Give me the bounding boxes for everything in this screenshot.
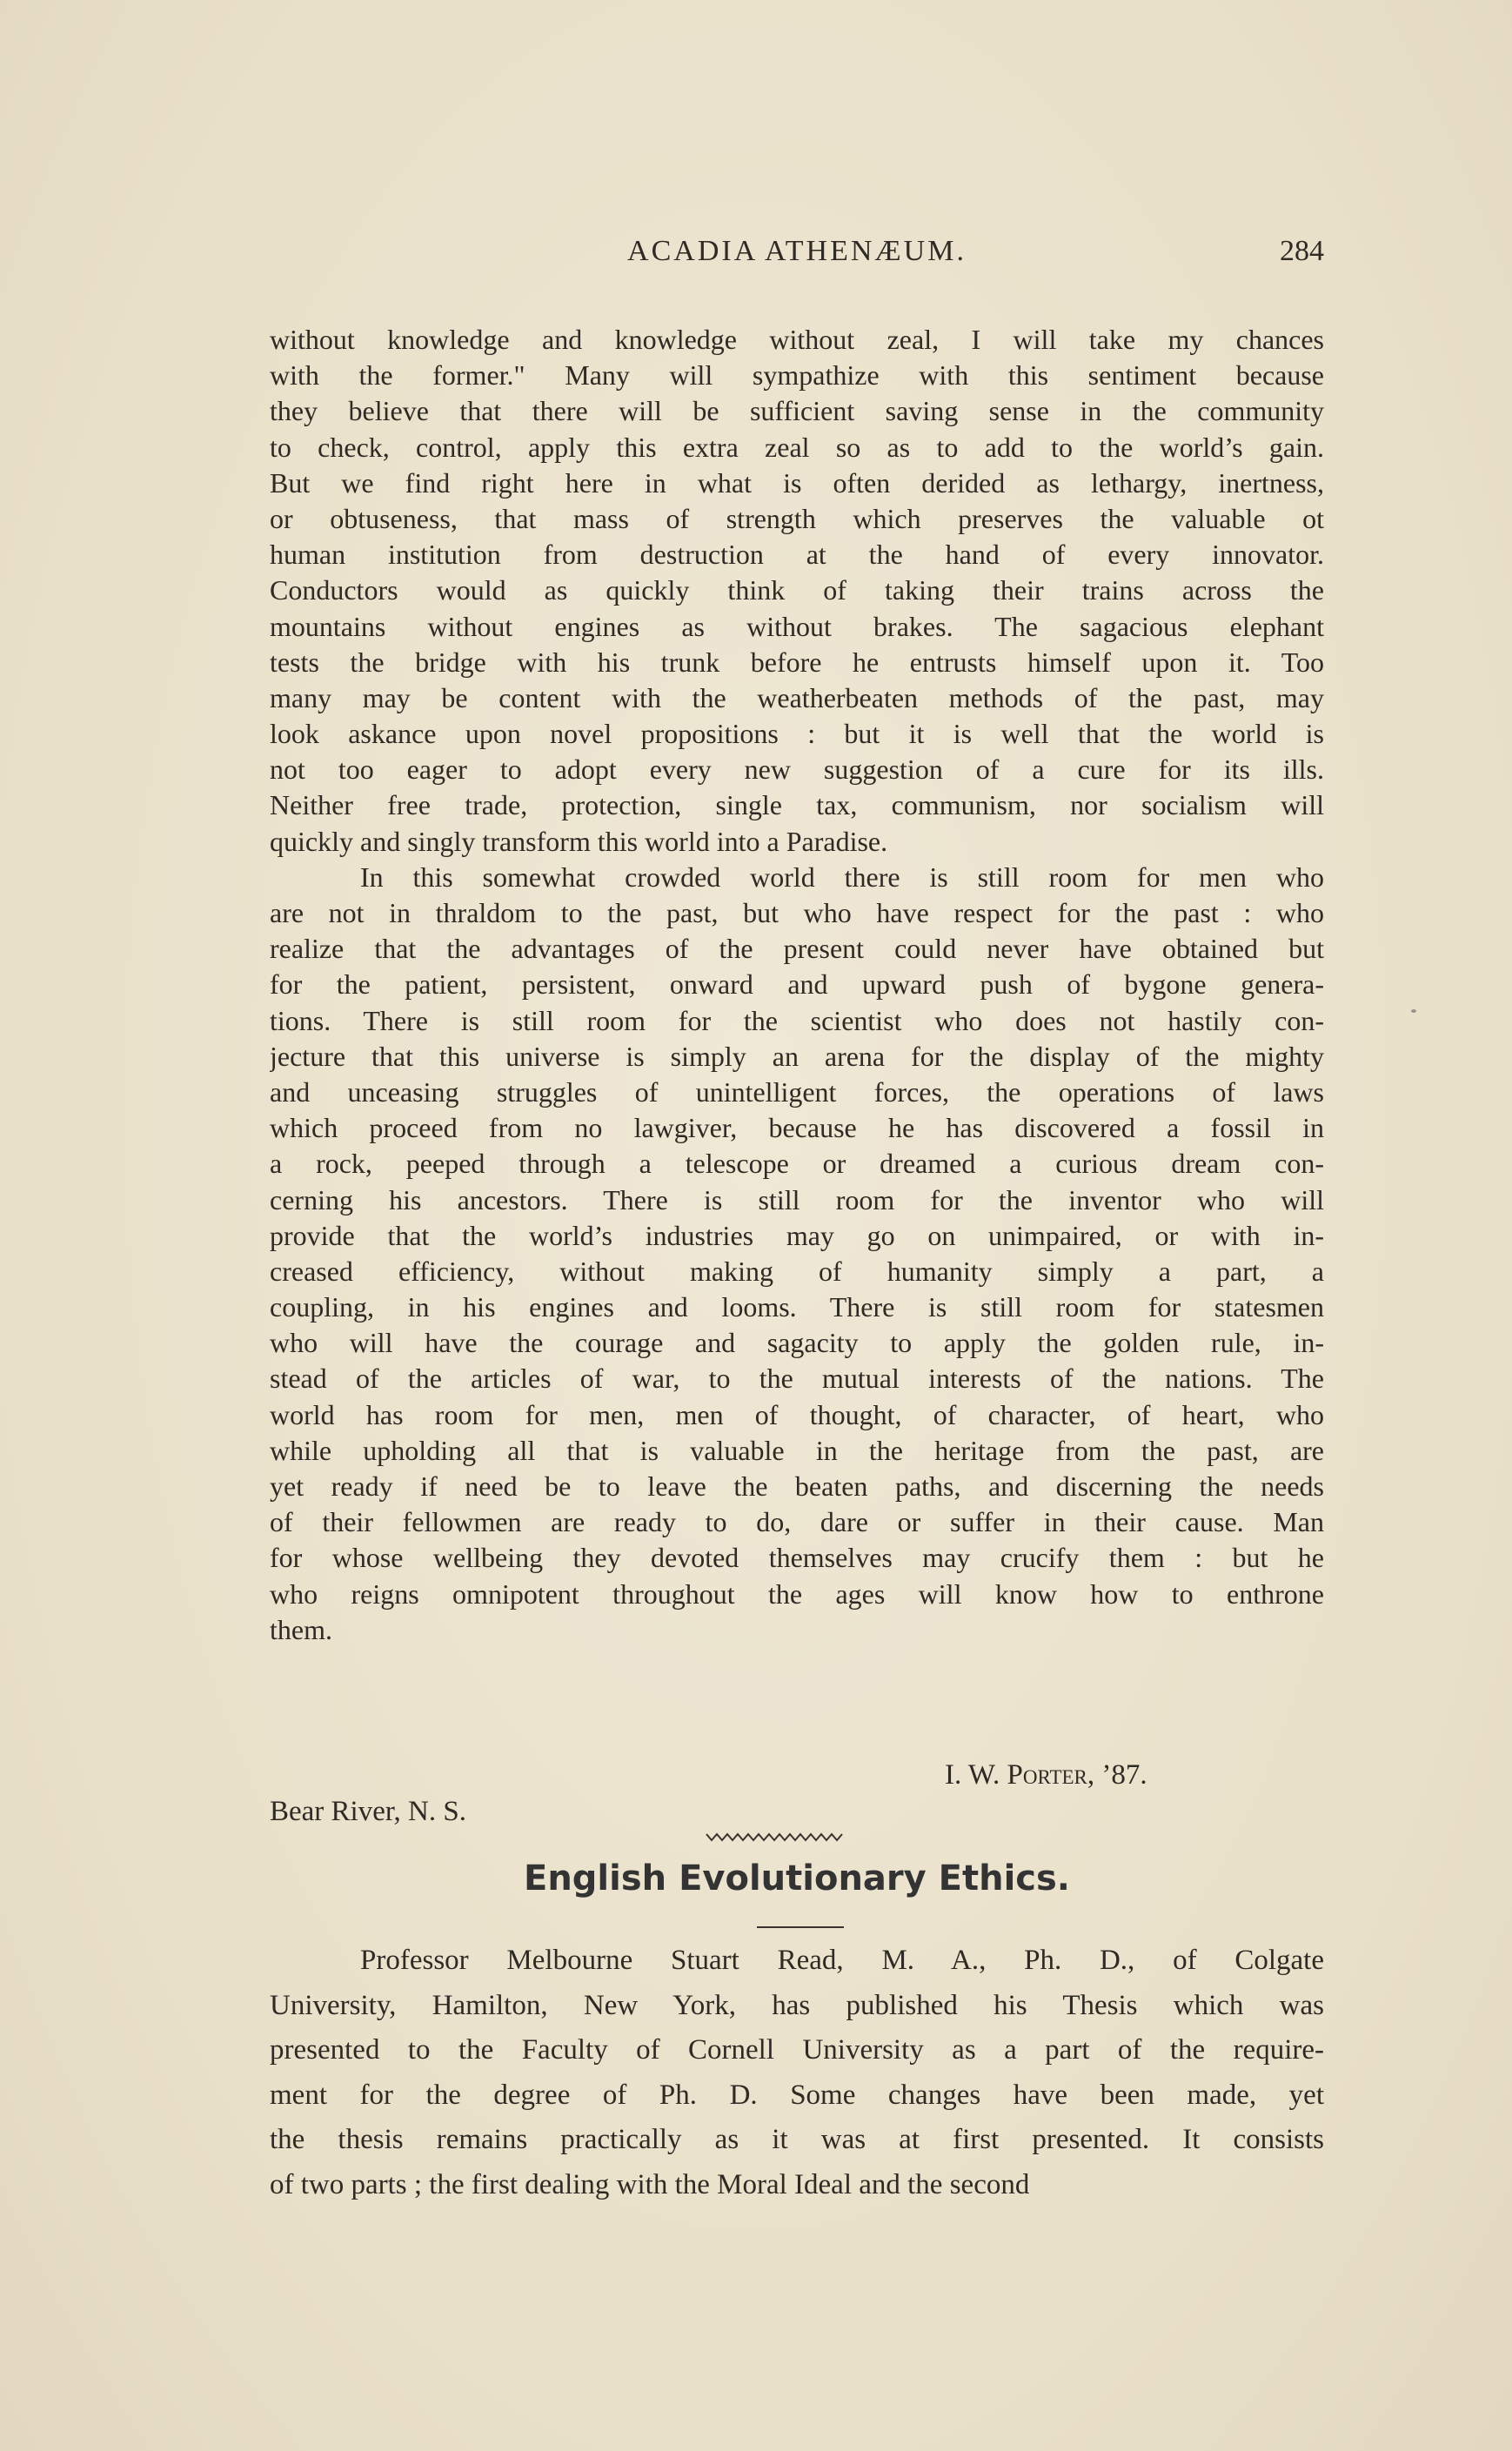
text-line: for whose wellbeing they devoted themselves may crucify them : but he	[270, 1542, 1324, 1574]
author-signature	[945, 1759, 1147, 1791]
text-line: yet ready if need be to leave the beaten paths, and discerning the needs	[270, 1470, 1324, 1502]
text-line: and unceasing struggles of unintelligent forces, the operations of laws	[270, 1075, 1324, 1108]
text-line: provide that the world’s industries may go on unimpaired, or with in-	[270, 1219, 1324, 1251]
text-line: ment for the degree of Ph. D. Some changes have been made, yet	[270, 2079, 1324, 2111]
section-body	[270, 1939, 1324, 2207]
text-line: which proceed from no lawgiver, because he has discovered a fossil in	[270, 1112, 1324, 1144]
text-line: who will have the courage and sagacity to apply the golden rule, in-	[270, 1327, 1324, 1359]
text-line: for the patient, persistent, onward and upward push of bygone genera-	[270, 968, 1324, 1001]
text-line: cerning his ancestors. There is still room for the inventor who will	[270, 1183, 1324, 1215]
running-header	[270, 235, 1324, 278]
text-line: or obtuseness, that mass of strength which preserves the valuable ot	[270, 502, 1324, 534]
text-line: tests the bridge with his trunk before he entrusts himself upon it. Too	[270, 646, 1324, 678]
title-underline	[757, 1926, 844, 1928]
text-line: not too eager to adopt every new suggestion of a cure for its ills.	[270, 753, 1324, 786]
paper-speck	[1411, 1009, 1416, 1013]
text-line: Conductors would as quickly think of taking their trains across the	[270, 574, 1324, 606]
text-line: of two parts ; the first dealing with the Moral Ideal and the second	[270, 2168, 1030, 2200]
text-line: realize that the advantages of the present could never have obtained but	[270, 933, 1324, 965]
text-line: world has room for men, men of thought, of character, of heart, who	[270, 1398, 1324, 1430]
author-surname: Porter	[1007, 1759, 1087, 1791]
text-line: Professor Melbourne Stuart Read, M. A., Ph. D., of Colgate	[360, 1945, 1324, 1976]
text-line: with the former." Many will sympathize with this sentiment because	[270, 359, 1324, 392]
text-line: a rock, peeped through a telescope or dreamed a curious dream con-	[270, 1148, 1324, 1180]
text-line: look askance upon novel propositions : but it is well that the world is	[270, 718, 1324, 750]
section-title: English Evolutionary Ethics.	[524, 1858, 1070, 1899]
text-line: human institution from destruction at the hand of every innovator.	[270, 539, 1324, 571]
text-line: many may be content with the weatherbeaten methods of the past, may	[270, 681, 1324, 713]
paragraph-1	[270, 322, 1324, 860]
author-class-year: , ’87.	[1087, 1759, 1147, 1791]
journal-title: ACADIA ATHENÆUM.	[627, 235, 967, 267]
text-line: are not in thraldom to the past, but who have respect for the past : who	[270, 897, 1324, 928]
text-line: University, Hamilton, New York, has published his Thesis which was	[270, 1989, 1324, 2021]
article-body	[270, 322, 1324, 1648]
text-line: Neither free trade, protection, single tax, communism, nor socialism will	[270, 789, 1324, 821]
text-line: they believe that there will be sufficient saving sense in the community	[270, 395, 1324, 427]
text-line: without knowledge and knowledge without zeal, I will take my chances	[270, 324, 1324, 355]
section-divider-ornament	[705, 1831, 844, 1843]
text-line: In this somewhat crowded world there is still room for men who	[360, 861, 1324, 893]
author-location: Bear River, N. S.	[270, 1796, 466, 1827]
text-line: creased efficiency, without making of humanity simply a part, a	[270, 1255, 1324, 1287]
text-line: jecture that this universe is simply an arena for the display of the mighty	[270, 1040, 1324, 1072]
author-initials: I. W.	[945, 1759, 1000, 1791]
text-line: who reigns omnipotent throughout the ages will know how to enthrone	[270, 1577, 1324, 1610]
text-line: of their fellowmen are ready to do, dare or suffer in their cause. Man	[270, 1506, 1324, 1538]
text-line: coupling, in his engines and looms. There is still room for statesmen	[270, 1291, 1324, 1323]
text-line: to check, control, apply this extra zeal so as to add to the world’s gain.	[270, 431, 1324, 463]
text-line: them.	[270, 1613, 332, 1645]
page-number: 284	[1280, 235, 1324, 267]
text-line: the thesis remains practically as it was at first presented. It consists	[270, 2124, 1324, 2155]
paragraph-2	[270, 860, 1324, 1648]
text-line: stead of the articles of war, to the mutual interests of the nations. The	[270, 1363, 1324, 1395]
text-line: But we find right here in what is often derided as lethargy, inertness,	[270, 466, 1324, 499]
text-line: while upholding all that is valuable in the heritage from the past, are	[270, 1434, 1324, 1466]
text-line: quickly and singly transform this world into a Paradise.	[270, 825, 888, 857]
text-line: mountains without engines as without brakes. The sagacious elephant	[270, 610, 1324, 642]
text-line: tions. There is still room for the scientist who does not hastily con-	[270, 1004, 1324, 1036]
text-line: presented to the Faculty of Cornell University as a part of the require-	[270, 2034, 1324, 2066]
